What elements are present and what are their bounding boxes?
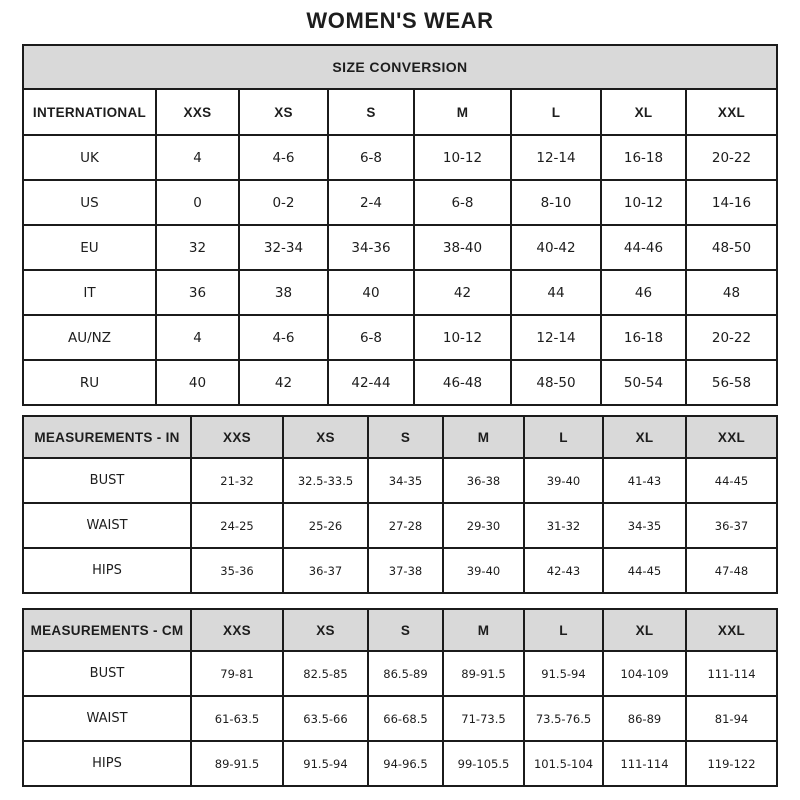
row-label: HIPS: [23, 741, 191, 786]
cell: 31-32: [524, 503, 603, 548]
header-row: [23, 89, 777, 135]
cell: 71-73.5: [443, 696, 524, 741]
column-header: L: [524, 609, 603, 651]
column-header: XL: [603, 416, 686, 458]
column-header: XS: [283, 609, 368, 651]
cell: 40-42: [511, 225, 601, 270]
cell: 8-10: [511, 180, 601, 225]
cell: 36-38: [443, 458, 524, 503]
cell: 40: [328, 270, 414, 315]
cell: 38: [239, 270, 328, 315]
cell: 66-68.5: [368, 696, 443, 741]
column-header: S: [368, 416, 443, 458]
cell: 32.5-33.5: [283, 458, 368, 503]
cell: 16-18: [601, 135, 686, 180]
column-header: L: [524, 416, 603, 458]
cell: 2-4: [328, 180, 414, 225]
cell: 41-43: [603, 458, 686, 503]
cell: 4: [156, 135, 239, 180]
table-row: [23, 315, 777, 360]
row-label: WAIST: [23, 696, 191, 741]
cell: 42-44: [328, 360, 414, 405]
column-header: XS: [239, 89, 328, 135]
cell: 89-91.5: [443, 651, 524, 696]
cell: 39-40: [443, 548, 524, 593]
cell: 44: [511, 270, 601, 315]
row-label: UK: [23, 135, 156, 180]
row-label: BUST: [23, 651, 191, 696]
row-label: HIPS: [23, 548, 191, 593]
cell: 34-35: [603, 503, 686, 548]
measurements-cm-table: [22, 608, 778, 787]
cell: 48: [686, 270, 777, 315]
row-label: EU: [23, 225, 156, 270]
cell: 86.5-89: [368, 651, 443, 696]
cell: 63.5-66: [283, 696, 368, 741]
cell: 111-114: [603, 741, 686, 786]
cell: 104-109: [603, 651, 686, 696]
cell: 42-43: [524, 548, 603, 593]
cell: 4-6: [239, 315, 328, 360]
column-header: S: [368, 609, 443, 651]
cell: 4: [156, 315, 239, 360]
cell: 39-40: [524, 458, 603, 503]
cell: 73.5-76.5: [524, 696, 603, 741]
cell: 48-50: [511, 360, 601, 405]
table-row: [23, 741, 777, 786]
cell: 34-35: [368, 458, 443, 503]
column-header: M: [443, 416, 524, 458]
row-label: US: [23, 180, 156, 225]
column-header: M: [443, 609, 524, 651]
cell: 24-25: [191, 503, 283, 548]
cell: 46: [601, 270, 686, 315]
column-header: MEASUREMENTS - CM: [23, 609, 191, 651]
cell: 61-63.5: [191, 696, 283, 741]
row-label: BUST: [23, 458, 191, 503]
column-header: XL: [603, 609, 686, 651]
cell: 6-8: [328, 135, 414, 180]
row-label: WAIST: [23, 503, 191, 548]
column-header: XXL: [686, 89, 777, 135]
cell: 42: [239, 360, 328, 405]
header-row: [23, 416, 777, 458]
column-header: S: [328, 89, 414, 135]
column-header: L: [511, 89, 601, 135]
cell: 56-58: [686, 360, 777, 405]
cell: 0: [156, 180, 239, 225]
cell: 10-12: [601, 180, 686, 225]
column-header: XXS: [191, 609, 283, 651]
cell: 36: [156, 270, 239, 315]
column-header: XXL: [686, 416, 777, 458]
cell: 42: [414, 270, 511, 315]
cell: 36-37: [283, 548, 368, 593]
table-row: [23, 135, 777, 180]
cell: 0-2: [239, 180, 328, 225]
table-row: [23, 548, 777, 593]
table-caption: SIZE CONVERSION: [23, 45, 777, 89]
cell: 20-22: [686, 315, 777, 360]
cell: 6-8: [328, 315, 414, 360]
column-header: XS: [283, 416, 368, 458]
cell: 101.5-104: [524, 741, 603, 786]
cell: 16-18: [601, 315, 686, 360]
table-row: [23, 270, 777, 315]
table-row: [23, 651, 777, 696]
row-label: IT: [23, 270, 156, 315]
cell: 94-96.5: [368, 741, 443, 786]
cell: 6-8: [414, 180, 511, 225]
column-header: MEASUREMENTS - IN: [23, 416, 191, 458]
cell: 10-12: [414, 315, 511, 360]
header-row: [23, 609, 777, 651]
cell: 82.5-85: [283, 651, 368, 696]
cell: 32-34: [239, 225, 328, 270]
cell: 91.5-94: [283, 741, 368, 786]
cell: 89-91.5: [191, 741, 283, 786]
cell: 36-37: [686, 503, 777, 548]
cell: 29-30: [443, 503, 524, 548]
cell: 32: [156, 225, 239, 270]
cell: 12-14: [511, 135, 601, 180]
measurements-in-table: [22, 415, 778, 594]
cell: 44-45: [686, 458, 777, 503]
cell: 12-14: [511, 315, 601, 360]
cell: 37-38: [368, 548, 443, 593]
cell: 44-45: [603, 548, 686, 593]
cell: 46-48: [414, 360, 511, 405]
cell: 34-36: [328, 225, 414, 270]
table-row: [23, 225, 777, 270]
table-row: [23, 696, 777, 741]
table-row: [23, 458, 777, 503]
cell: 86-89: [603, 696, 686, 741]
cell: 38-40: [414, 225, 511, 270]
column-header: XXL: [686, 609, 777, 651]
table-row: [23, 503, 777, 548]
cell: 27-28: [368, 503, 443, 548]
cell: 10-12: [414, 135, 511, 180]
size-conversion-table: [22, 44, 778, 406]
cell: 44-46: [601, 225, 686, 270]
row-label: RU: [23, 360, 156, 405]
table-row: [23, 360, 777, 405]
cell: 40: [156, 360, 239, 405]
cell: 21-32: [191, 458, 283, 503]
cell: 4-6: [239, 135, 328, 180]
caption-row: [23, 45, 777, 89]
cell: 47-48: [686, 548, 777, 593]
cell: 25-26: [283, 503, 368, 548]
table-row: [23, 180, 777, 225]
cell: 99-105.5: [443, 741, 524, 786]
column-header: INTERNATIONAL: [23, 89, 156, 135]
column-header: M: [414, 89, 511, 135]
cell: 81-94: [686, 696, 777, 741]
cell: 111-114: [686, 651, 777, 696]
cell: 20-22: [686, 135, 777, 180]
cell: 79-81: [191, 651, 283, 696]
cell: 14-16: [686, 180, 777, 225]
cell: 35-36: [191, 548, 283, 593]
cell: 50-54: [601, 360, 686, 405]
cell: 48-50: [686, 225, 777, 270]
row-label: AU/NZ: [23, 315, 156, 360]
column-header: XXS: [156, 89, 239, 135]
page-title: WOMEN'S WEAR: [306, 8, 494, 33]
cell: 119-122: [686, 741, 777, 786]
cell: 91.5-94: [524, 651, 603, 696]
column-header: XXS: [191, 416, 283, 458]
column-header: XL: [601, 89, 686, 135]
